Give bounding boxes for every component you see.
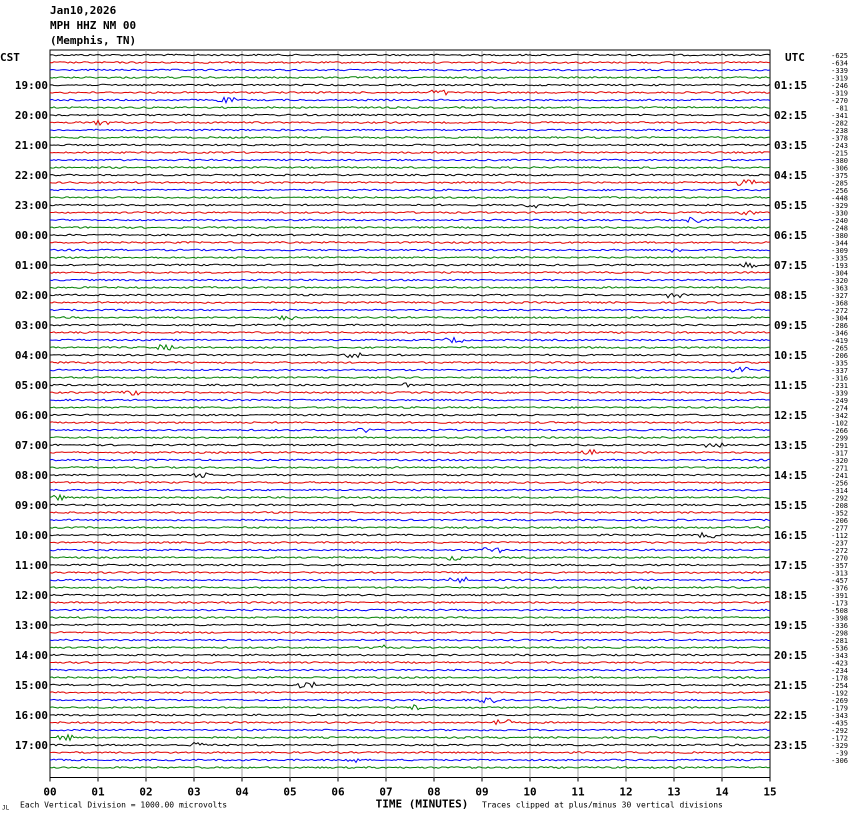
trace-offset-label: -337 [831,367,848,375]
seismic-trace [50,159,770,161]
seismic-trace [50,234,770,236]
right-hour-label: 03:15 [774,139,808,152]
seismic-trace [50,362,770,364]
right-hour-label: 17:15 [774,559,808,572]
left-hour-label: 08:00 [14,469,48,482]
seismic-trace [50,407,770,409]
x-tick-label: 11 [571,785,585,799]
left-hour-label: 01:00 [14,259,48,272]
left-hour-label: 06:00 [14,409,48,422]
trace-offset-label: -231 [831,382,848,390]
trace-offset-label: -272 [831,547,848,555]
x-tick-label: 10 [523,785,537,799]
trace-offset-label: -380 [831,232,848,240]
trace-offset-label: -272 [831,307,848,315]
seismic-trace [50,399,770,401]
x-tick-label: 00 [43,785,57,799]
seismic-trace [50,84,770,86]
trace-offset-label: -39 [835,749,848,758]
trace-offset-label: -329 [831,742,848,750]
trace-offset-label: -304 [831,314,848,323]
trace-offset-label: -269 [831,697,848,705]
trace-offset-label: -179 [831,704,848,713]
seismic-trace [50,120,770,125]
seismic-trace [50,714,770,716]
seismic-trace [50,377,770,379]
x-tick-label: 05 [283,785,297,799]
seismic-trace [50,669,770,671]
seismic-trace [50,624,770,626]
seismic-trace [50,602,770,604]
trace-offset-label: -266 [831,427,848,435]
seismic-trace [50,698,770,703]
seismic-trace [50,204,770,208]
trace-offset-label: -391 [831,592,848,600]
trace-offset-label: -292 [831,727,848,735]
seismic-trace [50,692,770,694]
trace-offset-label: -215 [831,149,848,158]
trace-offset-label: -343 [831,652,848,660]
right-hour-label: 01:15 [774,79,808,92]
x-tick-label: 12 [619,785,633,799]
seismic-trace [50,443,770,447]
left-hour-label: 00:00 [14,229,48,242]
trace-offset-label: -238 [831,127,848,135]
seismic-trace [50,77,770,79]
left-hour-label: 21:00 [14,139,48,152]
right-hour-label: 15:15 [774,499,808,512]
x-axis-label: TIME (MINUTES) [375,797,469,811]
seismic-trace [50,654,770,656]
trace-offset-label: -319 [831,89,848,98]
seismic-trace [50,473,770,478]
trace-offset-label: -309 [831,247,848,255]
trace-offset-label: -327 [831,292,848,300]
seismic-trace [50,617,770,619]
right-hour-label: 22:15 [774,709,808,722]
x-tick-label: 14 [715,785,729,799]
x-tick-label: 08 [427,785,441,799]
right-hour-label: 04:15 [774,169,808,182]
trace-offset-label: -457 [831,577,848,585]
left-hour-label: 17:00 [14,739,48,752]
trace-offset-label: -368 [831,299,848,308]
trace-offset-label: -448 [831,194,848,203]
seismic-trace [50,557,770,561]
trace-offset-label: -234 [831,667,848,675]
trace-offset-label: -376 [831,584,848,593]
trace-offset-label: -256 [831,479,848,488]
trace-offset-label: -357 [831,562,848,570]
trace-offset-label: -178 [831,674,848,683]
trace-offset-label: -435 [831,719,848,728]
trace-offset-label: -341 [831,112,848,120]
x-tick-label: 09 [475,785,489,799]
trace-offset-label: -625 [831,52,848,60]
trace-offset-label: -330 [831,209,848,218]
seismic-trace [50,519,770,521]
seismic-trace [50,211,770,215]
seismic-trace [50,533,770,538]
left-hour-label: 23:00 [14,199,48,212]
left-hour-label: 14:00 [14,649,48,662]
trace-offset-label: -281 [831,637,848,645]
seismic-trace [50,512,770,514]
x-tick-label: 04 [235,785,249,799]
trace-offset-label: -81 [835,104,848,113]
seismic-trace [50,90,770,95]
seismic-trace [50,495,770,500]
trace-offset-label: -423 [831,659,848,668]
seismic-trace [50,677,770,679]
trace-offset-label: -172 [831,734,848,743]
trace-offset-label: -299 [831,434,848,443]
trace-offset-label: -319 [831,74,848,83]
trace-offset-label: -508 [831,607,848,615]
left-hour-label: 22:00 [14,169,48,182]
trace-offset-label: -342 [831,412,848,420]
seismic-trace [50,527,770,529]
right-hour-label: 07:15 [774,259,808,272]
trace-offset-label: -314 [831,487,848,495]
seismic-trace [50,107,770,109]
right-hour-label: 19:15 [774,619,808,632]
x-tick-label: 13 [667,785,681,799]
trace-offset-label: -292 [831,494,848,503]
seismic-trace [50,437,770,439]
right-hour-label: 14:15 [774,469,808,482]
seismic-trace [50,705,770,710]
seismic-trace [50,422,770,424]
seismic-trace [50,572,770,574]
trace-offset-label: -237 [831,539,848,548]
seismic-trace [50,735,770,741]
seismic-trace [50,450,770,455]
trace-offset-label: -316 [831,374,848,383]
seismic-trace [50,338,770,343]
x-tick-label: 01 [91,785,105,799]
trace-offset-label: -206 [831,517,848,525]
seismic-trace [50,594,770,596]
trace-offset-label: -320 [831,457,848,465]
trace-offset-label: -241 [831,472,848,480]
right-hour-label: 11:15 [774,379,808,392]
corner-mark: JL [2,804,10,812]
seismic-trace [50,272,770,274]
trace-offset-label: -419 [831,337,848,345]
seismic-trace [50,367,770,372]
trace-offset-label: -243 [831,142,848,150]
seismic-trace [50,287,770,289]
seismic-trace [50,752,770,754]
trace-offset-label: -313 [831,569,848,578]
right-hour-label: 02:15 [774,109,808,122]
trace-offset-label: -380 [831,157,848,165]
seismic-trace [50,577,770,583]
trace-offset-label: -206 [831,352,848,360]
seismic-trace [50,459,770,461]
seismic-trace [50,645,770,648]
seismic-trace [50,144,770,146]
left-hour-label: 04:00 [14,349,48,362]
right-hour-label: 18:15 [774,589,808,602]
seismic-trace [50,262,770,267]
seismic-trace [50,720,770,725]
trace-offset-label: -536 [831,644,848,653]
right-hour-label: 12:15 [774,409,808,422]
right-hour-label: 16:15 [774,529,808,542]
seismic-trace [50,587,770,589]
trace-offset-label: -304 [831,269,848,278]
x-tick-label: 02 [139,785,153,799]
seismic-trace [50,504,770,506]
seismic-trace [50,309,770,311]
right-hour-label: 05:15 [774,199,808,212]
trace-offset-label: -240 [831,217,848,225]
trace-offset-label: -291 [831,442,848,450]
seismic-trace [50,564,770,566]
seismic-trace [50,332,770,334]
seismic-trace [50,482,770,484]
seismic-trace [50,197,770,199]
trace-offset-label: -271 [831,464,848,473]
trace-offset-label: -335 [831,359,848,368]
trace-offset-label: -192 [831,689,848,698]
left-hour-label: 03:00 [14,319,48,332]
trace-offset-label: -306 [831,164,848,173]
seismic-trace [50,391,770,395]
seismic-trace [50,129,770,131]
seismic-trace [50,167,770,169]
trace-offset-label: -298 [831,629,848,638]
left-hour-label: 12:00 [14,589,48,602]
seismic-trace [50,316,770,320]
seismic-trace [50,174,770,176]
trace-offset-label: -270 [831,97,848,105]
trace-offset-label: -339 [831,389,848,398]
seismic-trace [50,489,770,491]
seismic-trace [50,189,770,191]
trace-offset-label: -329 [831,202,848,210]
seismic-trace [50,345,770,350]
trace-offset-label: -270 [831,554,848,563]
x-tick-label: 15 [763,785,777,799]
seismic-trace [50,767,770,769]
trace-offset-label: -363 [831,284,848,293]
right-hour-label: 13:15 [774,439,808,452]
left-hour-label: 13:00 [14,619,48,632]
location-label: (Memphis, TN) [50,34,137,47]
seismic-trace [50,257,770,259]
trace-offset-label: -306 [831,757,848,765]
seismic-trace [50,217,770,222]
seismic-trace [50,662,770,664]
right-hour-label: 21:15 [774,679,808,692]
trace-offset-label: -285 [831,179,848,188]
right-hour-label: 08:15 [774,289,808,302]
trace-offset-label: -336 [831,622,848,630]
trace-offset-label: -173 [831,599,848,608]
seismic-trace [50,682,770,688]
seismic-trace [50,743,770,747]
trace-offset-label: -339 [831,67,848,75]
trace-offset-label: -274 [831,404,848,413]
trace-offset-label: -320 [831,277,848,285]
x-tick-label: 03 [187,785,201,799]
trace-offset-label: -277 [831,524,848,533]
left-hour-label: 20:00 [14,109,48,122]
left-hour-label: 10:00 [14,529,48,542]
trace-offset-label: -102 [831,419,848,428]
seismic-trace [50,467,770,469]
left-hour-label: 09:00 [14,499,48,512]
station-label: MPH HHZ NM 00 [50,19,137,32]
right-hour-label: 06:15 [774,229,808,242]
trace-offset-label: -352 [831,509,848,518]
trace-offset-label: -634 [831,59,848,68]
trace-offset-label: -112 [831,532,848,540]
seismic-trace [50,548,770,553]
footer-scale-note: Each Vertical Division = 1000.00 microvolts [20,800,228,810]
left-hour-label: 05:00 [14,379,48,392]
left-hour-label: 11:00 [14,559,48,572]
right-hour-label: 20:15 [774,649,808,662]
seismic-trace [50,428,770,432]
right-axis-label: UTC [785,51,805,64]
left-hour-label: 16:00 [14,709,48,722]
seismic-trace [50,62,770,64]
left-axis-label: CST [0,51,20,64]
trace-offset-label: -208 [831,502,848,510]
seismic-trace [50,414,770,416]
seismic-trace [50,180,770,185]
seismic-trace [50,97,770,102]
seismic-trace [50,639,770,641]
seismic-trace [50,293,770,297]
seismic-trace [50,632,770,634]
left-hour-label: 02:00 [14,289,48,302]
trace-offset-label: -344 [831,239,848,248]
footer-clip-note: Traces clipped at plus/minus 30 vertical divisions [482,800,723,810]
right-hour-label: 23:15 [774,739,808,752]
trace-offset-label: -317 [831,449,848,458]
trace-offset-label: -286 [831,322,848,330]
left-hour-label: 15:00 [14,679,48,692]
trace-offset-label: -378 [831,134,848,143]
seismic-trace [50,137,770,139]
trace-offset-label: -265 [831,344,848,353]
seismic-trace [50,279,770,281]
seismic-trace [50,242,770,244]
trace-offset-label: -346 [831,329,848,338]
seismic-trace [50,54,770,56]
trace-offset-label: -398 [831,614,848,623]
left-hour-label: 19:00 [14,79,48,92]
trace-offset-label: -254 [831,682,848,690]
left-hour-label: 07:00 [14,439,48,452]
x-tick-label: 06 [331,785,345,799]
right-hour-label: 09:15 [774,319,808,332]
seismic-trace [50,227,770,229]
seismic-trace [50,353,770,358]
seismic-trace [50,249,770,252]
trace-offset-label: -256 [831,187,848,195]
trace-offset-label: -335 [831,254,848,263]
seismic-trace [50,729,770,731]
trace-offset-label: -375 [831,172,848,180]
seismic-trace [50,609,770,611]
seismic-trace [50,542,770,544]
seismic-trace [50,383,770,387]
right-hour-label: 10:15 [774,349,808,362]
trace-offset-label: -248 [831,224,848,233]
x-tick-label: 07 [379,785,393,799]
seismic-trace [50,759,770,763]
seismic-trace [50,114,770,116]
seismic-trace [50,69,770,71]
trace-offset-label: -193 [831,262,848,270]
trace-offset-label: -249 [831,397,848,405]
seismic-trace [50,324,770,326]
trace-offset-label: -343 [831,712,848,720]
seismic-trace [50,302,770,304]
date-label: Jan10,2026 [50,4,117,17]
seismic-trace [50,152,770,154]
trace-offset-label: -246 [831,82,848,90]
trace-offset-label: -282 [831,119,848,128]
